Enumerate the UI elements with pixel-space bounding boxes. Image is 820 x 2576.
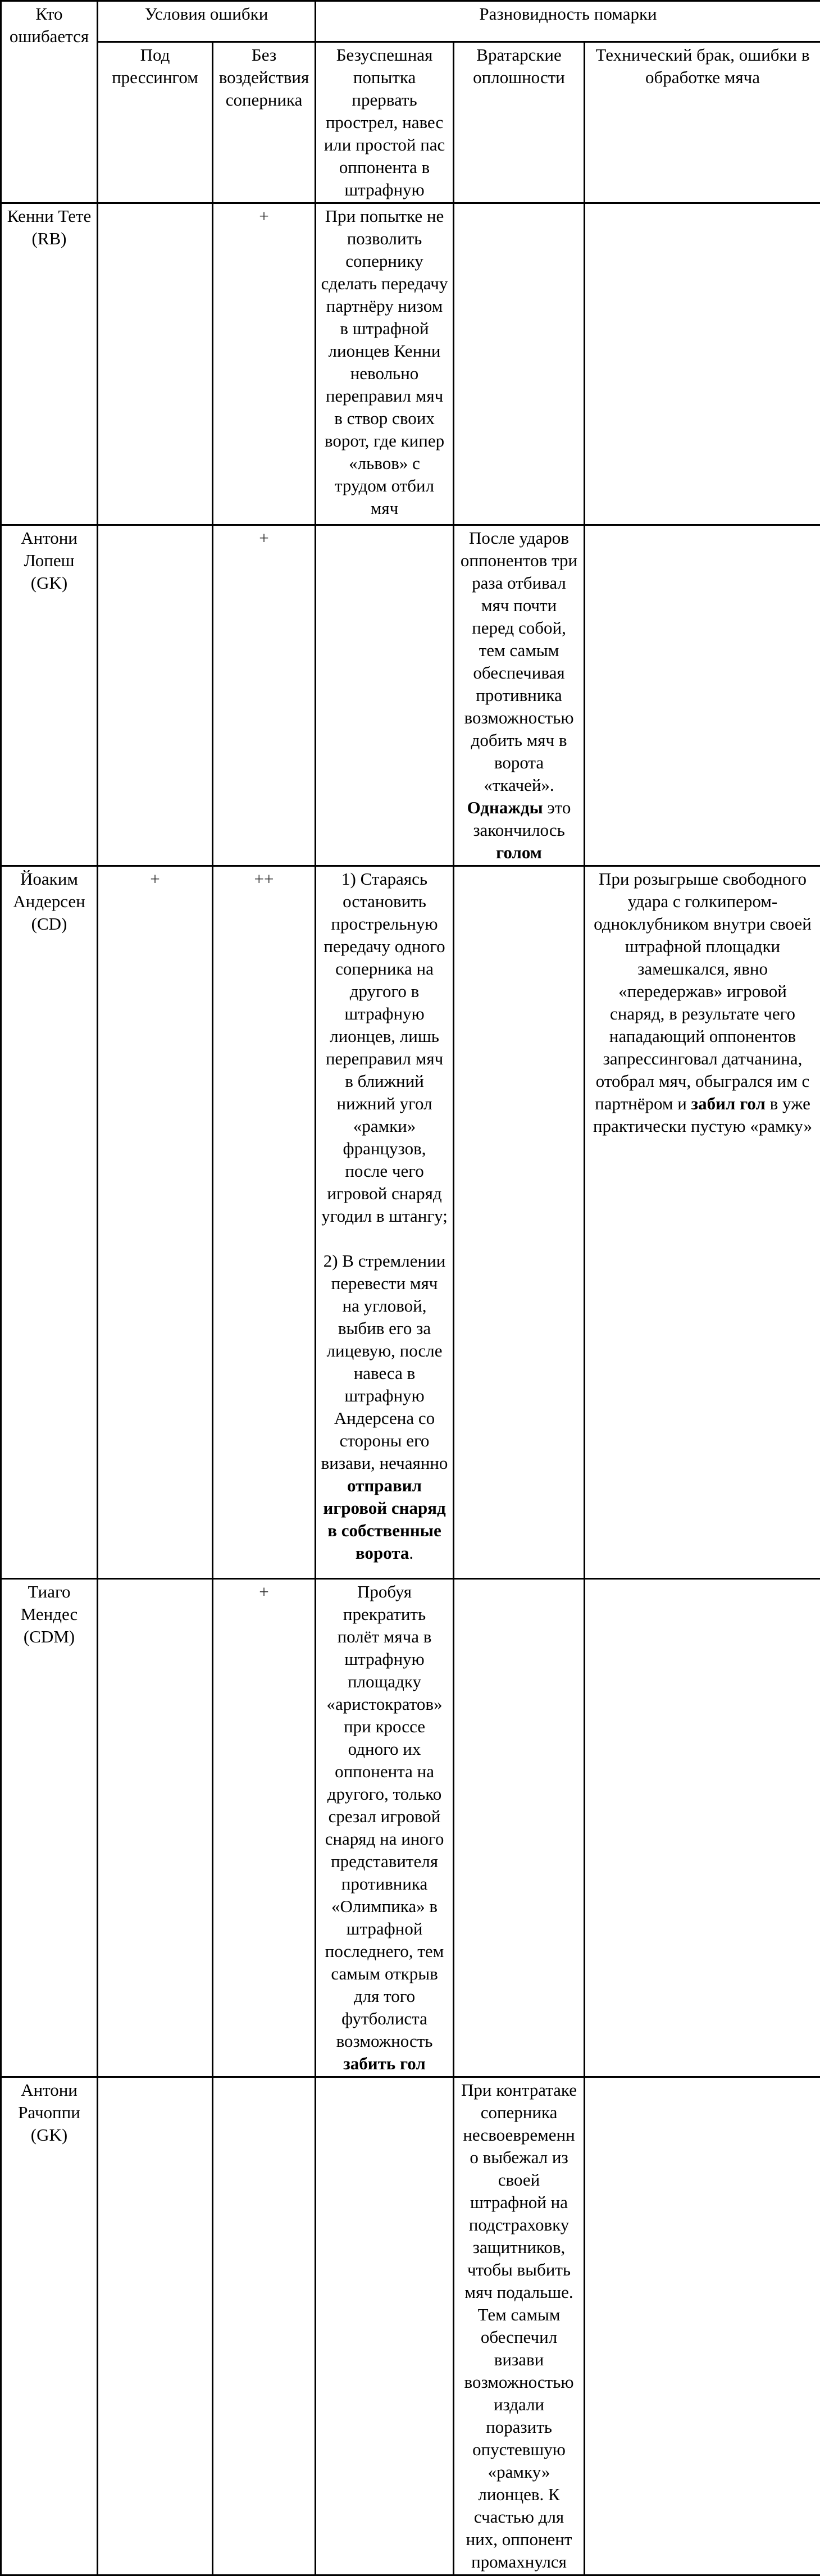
goalkeeper-errors-cell: При контратаке соперника несвоевременно выбежал из своей штрафной на подстраховку защитников, чтобы выбить мяч подальше. Тем самым обеспечил визави возможностью издали поразить опустевшую «рамку» лионцев. К счастью для них, оппонент промахнулся: [454, 2077, 585, 2575]
player-cell: Кенни Тете (RB): [1, 203, 98, 525]
cell-text-bold: забить гол: [343, 2054, 425, 2073]
header-failed-interception: Безуспешная попытка прервать прострел, навес или простой пас оппонента в штрафную: [316, 42, 454, 203]
player-cell: Йоаким Андерсен (CD): [1, 866, 98, 1579]
no-pressure-cell: +: [213, 525, 316, 866]
technical-cell: [585, 203, 820, 525]
cell-text-bold: забил гол: [691, 1094, 766, 1113]
cell-text-bold: отправил игровой снаряд в собственные ворота: [323, 1476, 445, 1563]
cell-text: 2) В стремлении перевести мяч на угловой, выбив его за лицевую, после навеса в штрафную Андерсена со стороны его визави, нечаянно: [321, 1251, 448, 1473]
header-under-pressure: Под прессингом: [98, 42, 213, 203]
table-row: [1, 1579, 820, 2077]
failed-interception-cell: [316, 2077, 454, 2575]
technical-cell: [585, 1579, 820, 2077]
header-technical: Технический брак, ошибки в обработке мяча: [585, 42, 820, 203]
goalkeeper-errors-cell: [454, 1579, 585, 2077]
paragraph-2: [321, 1250, 448, 1564]
under-pressure-cell: [98, 1579, 213, 2077]
cell-text: После ударов оппонентов три раза отбивал мяч почти перед собой, тем самым обеспечивая противника возможностью добить мяч в ворота «ткачей».: [461, 528, 577, 795]
header-types: Разновидность помарки: [316, 1, 820, 42]
failed-interception-cell: При попытке не позволить сопернику сделать передачу партнёру низом в штрафной лионцев Кенни невольно переправил мяч в створ своих ворот, где кипер «львов» с трудом отбил мяч: [316, 203, 454, 525]
goalkeeper-errors-cell: [454, 203, 585, 525]
failed-interception-cell: [316, 525, 454, 866]
no-pressure-cell: +: [213, 1579, 316, 2077]
table-row: [1, 2077, 820, 2575]
technical-cell: [585, 525, 820, 866]
header-who: Кто ошибается: [1, 1, 98, 203]
no-pressure-cell: [213, 2077, 316, 2575]
header-row-groups: [1, 1, 820, 42]
technical-cell: [585, 866, 820, 1579]
paragraph-1: 1) Стараясь остановить прострельную передачу одного соперника на другого в штрафную лионцев, лишь переправил мяч в ближний нижний угол «рамки» французов, после чего игровой снаряд угодил в штангу;: [321, 868, 448, 1227]
goalkeeper-errors-cell: [454, 866, 585, 1579]
header-goalkeeper-errors: Вратарские оплошности: [454, 42, 585, 203]
cell-text-bold: Однажды: [467, 798, 543, 817]
technical-cell: [585, 2077, 820, 2575]
no-pressure-cell: ++: [213, 866, 316, 1579]
under-pressure-cell: [98, 2077, 213, 2575]
under-pressure-cell: [98, 203, 213, 525]
no-pressure-cell: +: [213, 203, 316, 525]
player-cell: Антони Лопеш (GK): [1, 525, 98, 866]
goalkeeper-errors-cell: [454, 525, 585, 866]
under-pressure-cell: +: [98, 866, 213, 1579]
header-no-pressure: Без воздействия соперника: [213, 42, 316, 203]
player-cell: Антони Рачоппи (GK): [1, 2077, 98, 2575]
table-row: [1, 203, 820, 525]
failed-interception-cell: [316, 866, 454, 1579]
header-row-columns: [1, 42, 820, 203]
cell-text: .: [409, 1543, 413, 1563]
failed-interception-cell: [316, 1579, 454, 2077]
table-row: [1, 525, 820, 866]
cell-text: в уже практически пустую «рамку»: [593, 1094, 812, 1136]
cell-text: При розыгрыше свободного удара с голкипером-одноклубником внутри своей штрафной площадки замешкался, явно «передержав» игровой снаряд, в результате чего нападающий оппонентов запрессинговал датчанина, отобрал мяч, обыгрался им с партнёром и: [594, 869, 812, 1113]
table-row: [1, 866, 820, 1579]
cell-text-bold: голом: [496, 843, 542, 862]
header-conditions: Условия ошибки: [98, 1, 316, 42]
cell-text: это закончилось: [473, 798, 571, 840]
cell-text: Пробуя прекратить полёт мяча в штрафную площадку «аристократов» при кроссе одного их оппонента на другого, только срезал игровой снаряд на иного представителя противника «Олимпика» в штрафной последнего, тем самым открыв для того футболиста возможность: [325, 1582, 444, 2051]
player-cell: Тиаго Мендес (CDM): [1, 1579, 98, 2077]
under-pressure-cell: [98, 525, 213, 866]
